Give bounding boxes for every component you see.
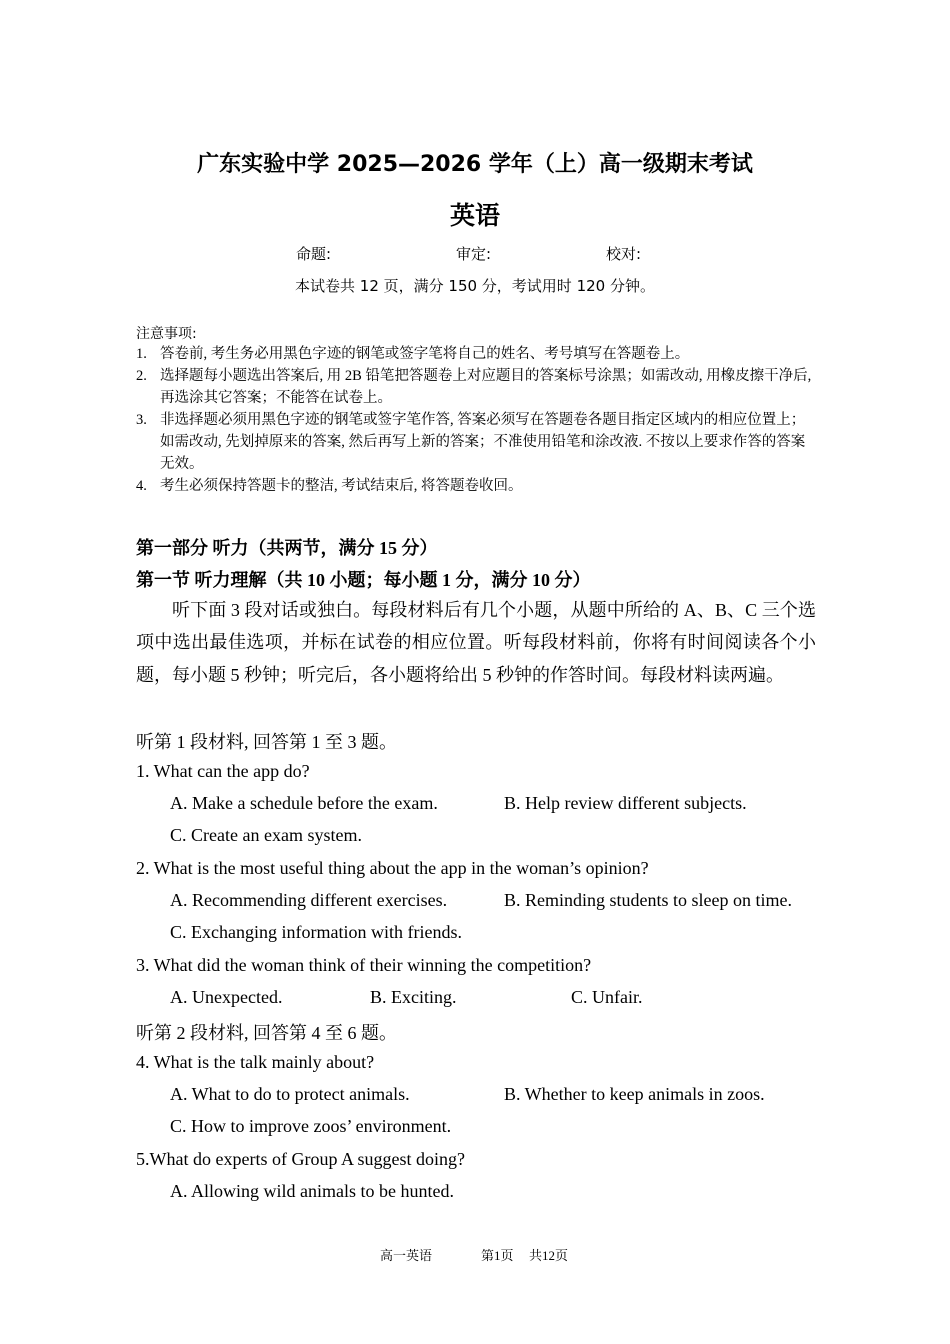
note-item: 1. 答卷前, 考生务必用黑色字迹的钢笔或签字笔将自己的姓名、考号填写在答题卷上。 <box>136 346 690 362</box>
note-item: 4. 考生必须保持答题卡的整洁, 考试结束后, 将答题卷收回。 <box>136 478 523 494</box>
q4-option-c: C. How to improve zoos’ environment. <box>170 1116 452 1136</box>
q5-stem: 5.What do experts of Group A suggest doing? <box>136 1149 465 1169</box>
q5-option-a: A. Allowing wild animals to be hunted. <box>170 1181 454 1201</box>
q3-option-a: A. Unexpected. <box>170 987 283 1007</box>
q1-option-c: C. Create an exam system. <box>170 825 362 845</box>
q1-stem: 1. What can the app do? <box>136 761 310 781</box>
q1-option-b: B. Help review different subjects. <box>504 793 747 813</box>
notes-heading: 注意事项: <box>136 326 197 342</box>
exam-title: 广东实验中学 2025—2026 学年（上）高一级期末考试 <box>197 152 753 177</box>
footer-page: 第1页 <box>481 1248 514 1263</box>
q2-stem: 2. What is the most useful thing about the app in the woman’s opinion? <box>136 858 649 878</box>
subject-title: 英语 <box>449 201 500 230</box>
section1-heading: 第一节 听力理解（共 10 小题；每小题 1 分，满分 10 分） <box>136 570 591 590</box>
q4-stem: 4. What is the talk mainly about? <box>136 1052 375 1072</box>
segment2-label: 听第 2 段材料, 回答第 4 至 6 题。 <box>136 1023 397 1043</box>
part1-heading: 第一部分 听力（共两节，满分 15 分） <box>136 538 438 558</box>
exam-info: 本试卷共 12 页，满分 150 分，考试用时 120 分钟。 <box>295 277 655 295</box>
role-reviewer: 审定: <box>456 245 492 263</box>
role-setter: 命题: <box>296 245 332 263</box>
q3-stem: 3. What did the woman think of their winning the competition? <box>136 955 592 975</box>
listening-instructions: 听下面 3 段对话或独白。每段材料后有几个小题，从题中所给的 A、B、C 三个选项中选出最佳选项，并标在试卷的相应位置。听每段材料前，你将有时间阅读各个小题，每小题 5 秒钟；听完后，各小题将给出 5 秒钟的作答时间。每段材料读两遍。 <box>136 600 816 685</box>
footer-subject: 高一英语 <box>380 1248 433 1263</box>
role-proofreader: 校对: <box>606 245 642 263</box>
note-item: 2. 选择题每小题选出答案后, 用 2B 铅笔把答题卷上对应题目的答案标号涂黑；如需改动, 用橡皮擦干净后, 再选涂其它答案；不能答在试卷上。 <box>136 368 812 406</box>
q4-option-b: B. Whether to keep animals in zoos. <box>504 1084 765 1104</box>
footer-total: 共12页 <box>529 1248 569 1263</box>
q2-option-c: C. Exchanging information with friends. <box>170 922 462 942</box>
q4-option-a: A. What to do to protect animals. <box>170 1084 410 1104</box>
q2-option-b: B. Reminding students to sleep on time. <box>504 890 792 910</box>
q3-option-c: C. Unfair. <box>571 987 643 1007</box>
segment1-label: 听第 1 段材料, 回答第 1 至 3 题。 <box>136 732 397 752</box>
note-item: 3. 非选择题必须用黑色字迹的钢笔或签字笔作答, 答案必须写在答题卷各题目指定区域内的相应位置上；如需改动, 先划掉原来的答案, 然后再写上新的答案；不准使用铅笔和涂改液. 不按以上要求作答的答案无效。 <box>136 412 806 472</box>
q2-option-a: A. Recommending different exercises. <box>170 890 448 910</box>
q1-option-a: A. Make a schedule before the exam. <box>170 793 438 813</box>
q3-option-b: B. Exciting. <box>370 987 457 1007</box>
